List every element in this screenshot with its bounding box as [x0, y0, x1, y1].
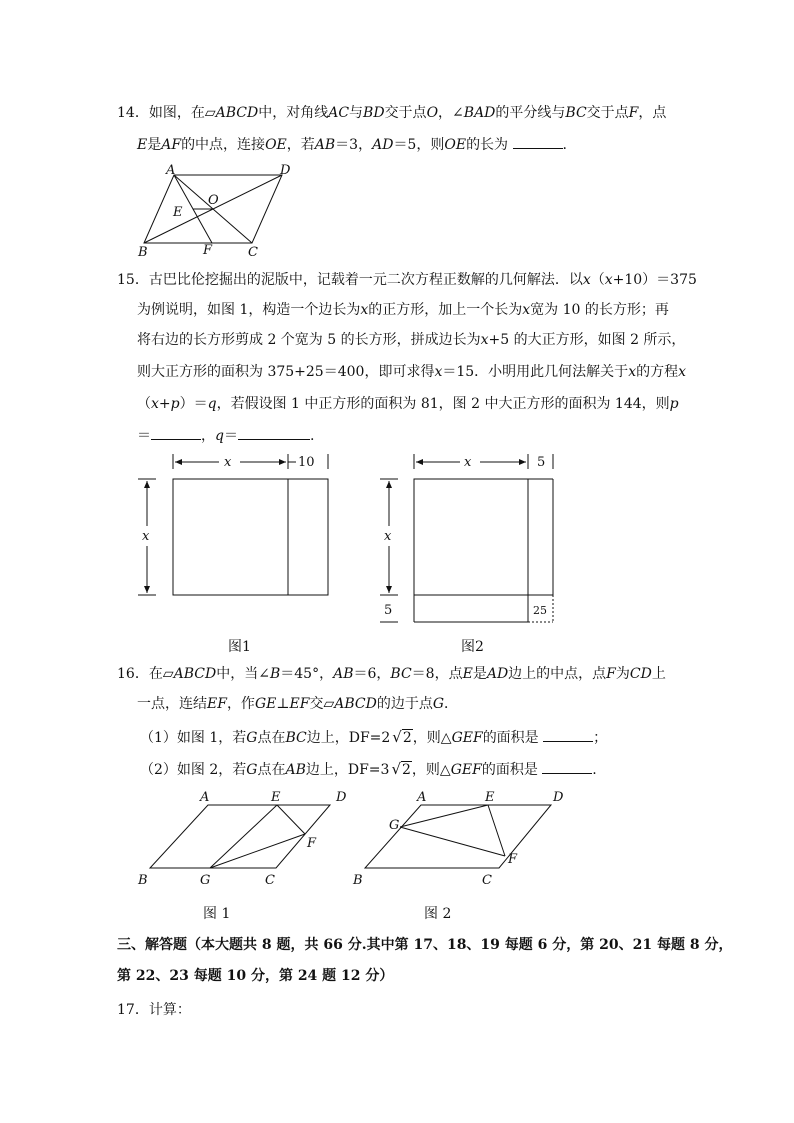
q16-fig2-segment-ge	[400, 805, 488, 827]
q16-fig1-label-f: F	[307, 836, 317, 851]
q15-fig1-left-x: x	[142, 529, 150, 544]
q16-fig1-label-g: G	[200, 873, 211, 888]
q16-fig1-segment-ef	[277, 805, 305, 834]
q14-label-c: C	[248, 245, 258, 260]
q14-label-a: A	[166, 163, 176, 178]
q16-fig2-label-f: F	[508, 852, 518, 867]
q16-fig2-label-b: B	[353, 873, 363, 888]
q15-line-4: 则大正方形的面积为 375+25＝400，即可求得x＝15．小明用此几何法解关于x的方程x	[137, 364, 686, 380]
q15-figure-2	[370, 448, 570, 628]
q15-fig2-left-5: 5	[384, 603, 393, 618]
q15-fig2-big-square	[414, 479, 528, 595]
q16-fig1-caption: 图 1	[203, 906, 231, 922]
sqrt-2-symbol: √2	[392, 728, 412, 746]
q16-fig2-label-c: C	[482, 873, 492, 888]
q15-fig1-top-x: x	[224, 455, 232, 470]
q16-fig2-segment-gf	[400, 827, 505, 856]
q15-line-6: ＝ ，q＝ .	[137, 425, 314, 446]
q16-fig2-caption: 图 2	[424, 906, 452, 922]
section-3-heading-line-1: 三、解答题（本大题共 8 题，共 66 分.其中第 17、18、19 每题 6 分，第 20、21 每题 8 分，	[117, 937, 733, 953]
q14-label-f: F	[203, 243, 213, 258]
q16-fig2-label-a: A	[417, 790, 427, 805]
q16-fig1-label-d: D	[336, 790, 347, 805]
q15-fig2-left-x: x	[384, 529, 392, 544]
q16-fig2-segment-ef	[488, 805, 505, 856]
q15-fig2-corner-25: 25	[533, 604, 547, 617]
q16-line-1: 16．在▱ABCD中，当∠B＝45°，AB＝6，BC＝8，点E是AD边上的中点，点F为CD上	[117, 666, 666, 682]
q15-fig1-top-10: 10	[298, 455, 315, 470]
q14-label-b: B	[138, 245, 148, 260]
q16-line-2: 一点，连结EF，作GE⊥EF交▱ABCD的边于点G．	[137, 696, 459, 712]
q15-fig1-caption: 图1	[228, 639, 251, 655]
q15-fig2-caption: 图2	[461, 639, 484, 655]
q16-figure-1	[130, 787, 360, 892]
q14-parallelogram-figure	[130, 160, 300, 260]
q16-part-1: （1）如图 1，若G点在BC边上，DF=2 √2，则△GEF的面积是 ；	[140, 728, 608, 746]
q15-line-5: （x+p）＝q，若假设图 1 中正方形的面积为 81，图 2 中大正方形的面积为 144，则p	[137, 396, 679, 412]
q17-title: 17．计算：	[117, 1002, 191, 1018]
q16-fig1-parallelogram	[150, 805, 330, 868]
q15-answer-blank-q	[238, 425, 310, 440]
q14-label-d: D	[280, 163, 291, 178]
section-3-heading-line-2: 第 22、23 每题 10 分，第 24 题 12 分）	[117, 968, 394, 984]
q16-fig2-label-d: D	[553, 790, 564, 805]
q14-answer-blank	[513, 134, 563, 149]
q16-fig1-label-b: B	[138, 873, 148, 888]
q15-fig2-top-x: x	[464, 455, 472, 470]
q14-label-e: E	[173, 205, 183, 220]
q16-fig1-label-c: C	[265, 873, 275, 888]
q16-fig1-segment-ge	[210, 805, 277, 868]
q15-fig1-rect	[173, 479, 328, 595]
q16-fig2-label-g: G	[389, 818, 400, 833]
q16-fig1-label-a: A	[200, 790, 210, 805]
q14-line-1: 14．如图，在▱ABCD中，对角线AC与BD交于点O，∠BAD的平分线与BC交于点F，点	[117, 105, 667, 121]
q15-figure-1	[130, 448, 340, 608]
q14-label-o: O	[208, 193, 219, 208]
q16-answer-blank-1	[543, 727, 593, 742]
q15-fig2-top-5: 5	[537, 455, 546, 470]
q15-line-2: 为例说明，如图 1，构造一个边长为x的正方形，加上一个长为x宽为 10 的长方形；再	[137, 302, 669, 318]
q16-fig2-parallelogram	[365, 805, 551, 868]
q16-answer-blank-2	[542, 759, 592, 774]
sqrt-2-symbol: √2	[391, 760, 411, 778]
q14-line-2: E是AF的中点，连接OE，若AB＝3，AD＝5，则OE的长为 .	[137, 134, 567, 155]
q16-figure-2	[345, 787, 575, 892]
q15-answer-blank-p	[151, 425, 201, 440]
q15-line-1: 15．古巴比伦挖掘出的泥版中，记载着一元二次方程正数解的几何解法．以x（x+10）＝375	[117, 272, 697, 288]
q15-line-3: 将右边的长方形剪成 2 个宽为 5 的长方形，拼成边长为x+5 的大正方形，如图 2 所示，	[137, 332, 686, 348]
q16-part-2: （2）如图 2，若G点在AB边上，DF=3 √2，则△GEF的面积是 .	[140, 760, 597, 778]
q16-fig2-label-e: E	[485, 790, 495, 805]
q16-fig1-label-e: E	[271, 790, 281, 805]
